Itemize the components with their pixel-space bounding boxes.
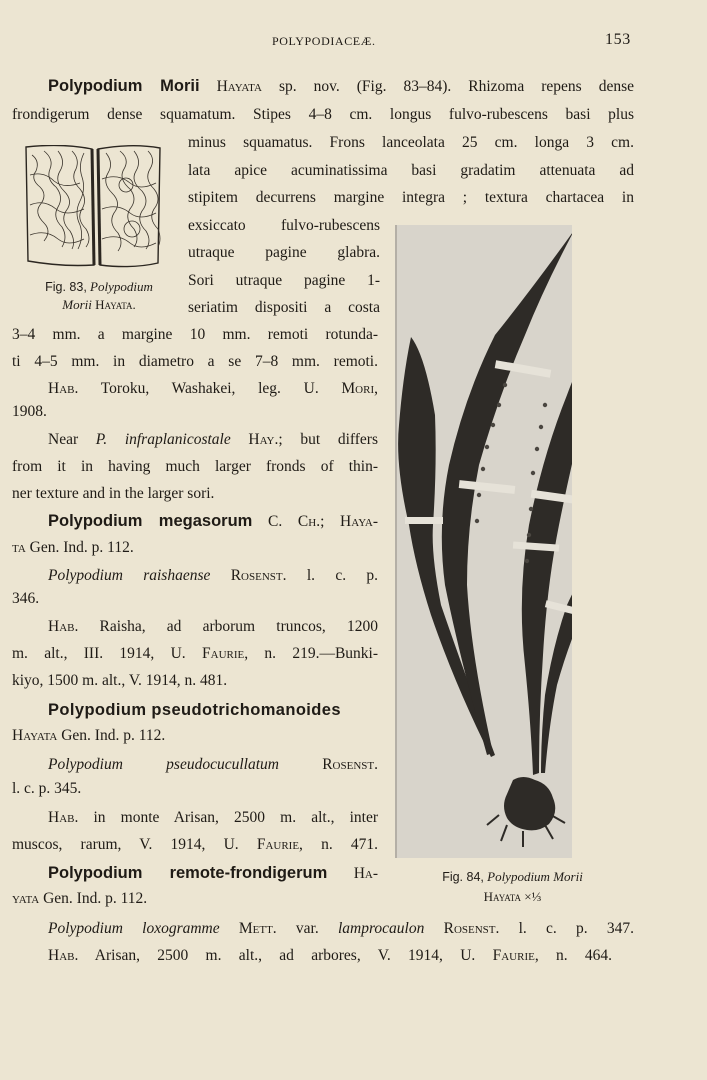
figure-label: Fig. 83,: [45, 280, 87, 294]
text: Gen. Ind. p. 112.: [61, 727, 166, 744]
synonym-line: [12, 565, 378, 587]
page-number: 153: [605, 31, 631, 48]
synonym: Polypodium loxogramme: [48, 920, 220, 937]
author: Mett.: [238, 920, 277, 937]
synonym-line: [12, 918, 634, 940]
text: var.: [295, 920, 319, 937]
reference-line: [12, 888, 378, 910]
text-line: stipitem decurrens margine integra ; textura chartacea in: [188, 189, 634, 206]
taxon: Morii: [62, 297, 92, 312]
author: yata: [12, 890, 40, 907]
text-line: [12, 834, 378, 856]
text: Raisha, ad arborum truncos, 1200: [99, 618, 378, 635]
hab-label: Hab.: [48, 380, 79, 397]
taxon: P. infraplanicostale: [95, 431, 231, 448]
hab-label: Hab.: [48, 809, 79, 826]
synonym-line: [12, 754, 378, 776]
text-line: seriatim dispositi a costa: [188, 299, 380, 316]
text-line: [12, 643, 378, 665]
author: Hay.;: [248, 431, 283, 448]
text-line: utraque pagine glabra.: [188, 244, 380, 261]
author: Hayata: [483, 889, 521, 904]
reference-line: [12, 537, 378, 559]
text: n. 464.: [556, 947, 612, 964]
author: Rosenst.: [230, 567, 287, 584]
text: l. c. p.: [306, 567, 378, 584]
text-line: from it in having much larger fronds of thin-: [12, 458, 378, 475]
variety: lamprocaulon: [337, 920, 425, 937]
habitat-line: [12, 378, 378, 400]
author: Hayata: [12, 727, 58, 744]
megasorum-heading-line: [12, 510, 378, 533]
reference-line: [12, 725, 378, 747]
author: Rosenst.: [322, 756, 378, 773]
text-line: ner texture and in the larger sori.: [12, 485, 215, 502]
text-line: exsiccato fulvo-rubescens: [188, 217, 380, 234]
text-line: minus squamatus. Frons lanceolata 25 cm. longa 3 cm.: [188, 134, 634, 151]
collector: Faurie,: [202, 645, 249, 662]
species-name: Polypodium pseudotrichomanoides: [48, 701, 341, 719]
text: l. c. p. 347.: [518, 920, 634, 937]
text: n. 219.—Bunki-: [264, 645, 378, 662]
text: m. alt., III. 1914, U.: [12, 645, 186, 662]
running-title: POLYPODIACEÆ.: [272, 34, 376, 48]
text-line: ti 4–5 mm. in diametro a se 7–8 mm. remoti.: [12, 353, 378, 370]
habitat-line: [12, 616, 378, 638]
text-line: 346.: [12, 590, 40, 607]
text-line: Sori utraque pagine 1-: [188, 272, 380, 289]
figure-83-caption: [24, 278, 174, 314]
author: C. Ch.; Haya-: [268, 513, 378, 530]
figure-83-venation-drawing: [22, 145, 164, 269]
text: n. 471.: [321, 836, 378, 853]
text: Gen. Ind. p. 112.: [29, 539, 134, 556]
author: Hayata: [216, 78, 262, 95]
text-line: 3–4 mm. a margine 10 mm. remoti rotunda-: [12, 326, 378, 343]
text: sp. nov. (Fig. 83–84). Rhizoma repens dense: [278, 78, 634, 95]
author: Rosenst.: [443, 920, 500, 937]
habitat-line: [12, 807, 378, 829]
text: but differs: [300, 431, 378, 448]
collector: U. Mori,: [303, 380, 378, 397]
author: Ha-: [353, 865, 378, 882]
collector: Faurie,: [256, 836, 303, 853]
text: muscos, rarum, V. 1914, U.: [12, 836, 239, 853]
text-line: l. c. p. 345.: [12, 780, 82, 797]
text: Near: [48, 431, 79, 448]
note-line: [12, 429, 378, 451]
text: Arisan, 2500 m. alt., ad arbores, V. 1914, U.: [94, 947, 476, 964]
species-name: Polypodium remote-frondigerum: [48, 864, 328, 882]
figure-84-specimen-photo: [395, 225, 572, 858]
text: in monte Arisan, 2500 m. alt., inter: [93, 809, 378, 826]
synonym: Polypodium pseudocucullatum: [48, 756, 279, 773]
collector: Faurie,: [492, 947, 539, 964]
habitat-line: [12, 945, 612, 967]
text-line: frondigerum dense squamatum. Stipes 4–8 cm. longus fulvo-rubescens basi plus: [12, 106, 634, 123]
species-name: Polypodium Morii: [48, 77, 200, 95]
taxon: Polypodium: [90, 279, 153, 294]
morii-heading-line: [12, 75, 634, 98]
taxon: Polypodium Morii: [487, 869, 583, 884]
hab-label: Hab.: [48, 618, 79, 635]
text: Toroku, Washakei, leg.: [100, 380, 281, 397]
species-name: Polypodium megasorum: [48, 512, 253, 530]
text: Gen. Ind. p. 112.: [43, 890, 148, 907]
synonym: Polypodium raishaense: [48, 567, 211, 584]
pseudotrichomanoides-heading-line: [12, 699, 378, 722]
text-line: kiyo, 1500 m. alt., V. 1914, n. 481.: [12, 672, 228, 689]
text-line: 1908.: [12, 403, 47, 420]
author: Hayata.: [95, 297, 136, 312]
hab-label: Hab.: [48, 947, 79, 964]
figure-label: Fig. 84,: [442, 870, 484, 884]
author: ta: [12, 539, 26, 556]
figure-84-caption: [420, 867, 605, 906]
scale: ×⅓: [524, 889, 542, 904]
remote-frondigerum-heading-line: [12, 862, 378, 885]
text-line: lata apice acuminatissima basi gradatim attenuata ad: [188, 162, 634, 179]
